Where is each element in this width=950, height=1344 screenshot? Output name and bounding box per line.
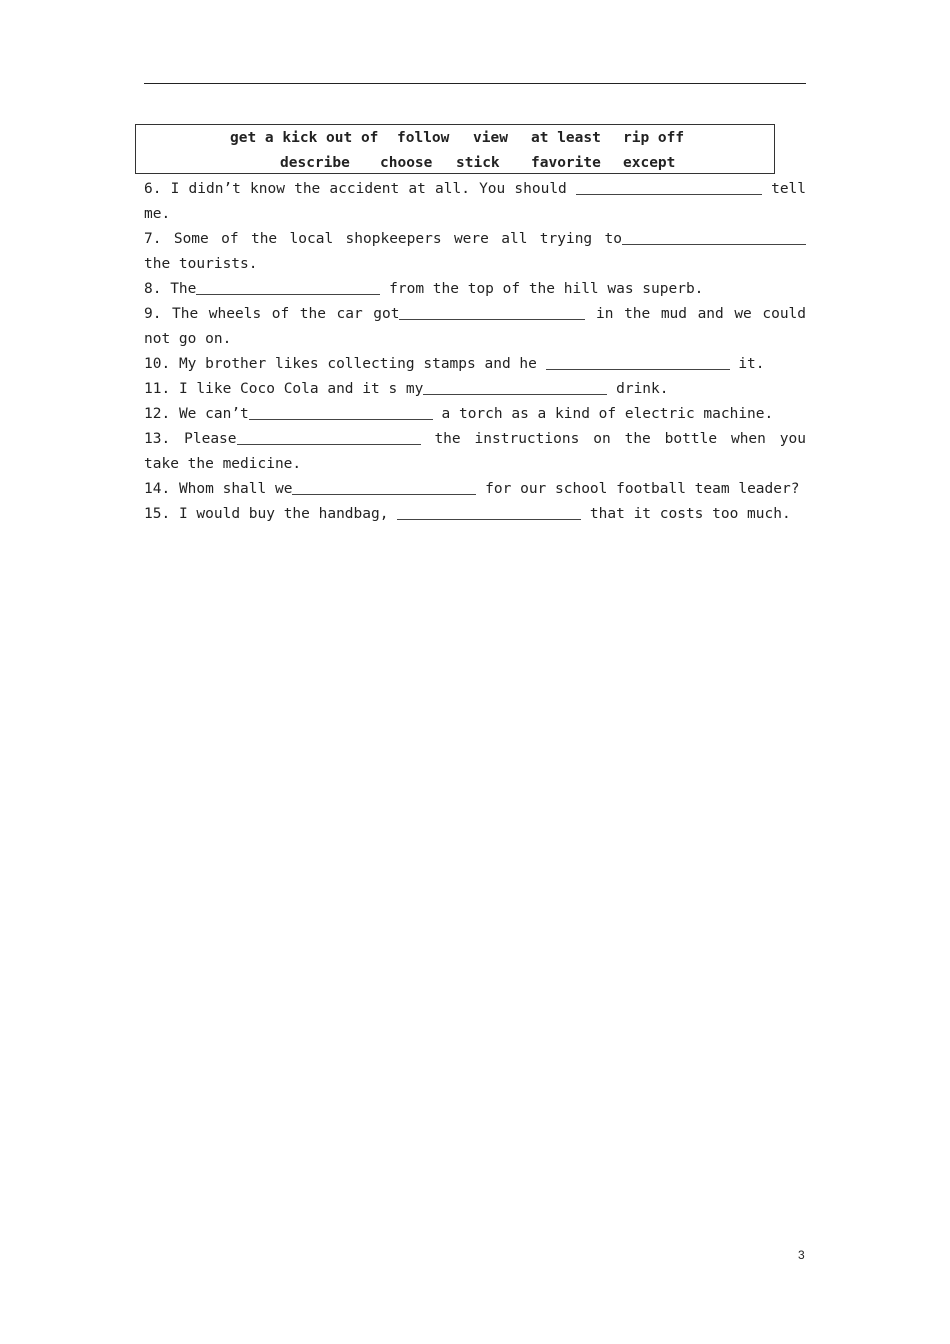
answer-blank[interactable] xyxy=(237,429,421,445)
item-text-before: I like Coco Cola and it s my xyxy=(178,381,424,397)
word-bank-item: at least xyxy=(531,130,601,146)
item-number: 7. xyxy=(144,231,162,247)
answer-blank[interactable] xyxy=(423,379,607,395)
answer-blank[interactable] xyxy=(397,504,581,520)
word-bank-row-1 xyxy=(136,128,774,152)
item-number: 9. xyxy=(144,306,162,322)
word-bank-item: view xyxy=(473,130,508,146)
word-bank-item: get a kick out of xyxy=(230,130,379,146)
item-text-before: My brother likes collecting stamps and he xyxy=(178,356,537,372)
item-text-after: the tourists. xyxy=(144,256,258,272)
exercise-item xyxy=(144,427,806,477)
exercise-item xyxy=(144,502,806,527)
exercise-item xyxy=(144,302,806,352)
item-text-after: that it costs too much. xyxy=(589,506,791,522)
answer-blank[interactable] xyxy=(546,354,730,370)
item-text-after: the instructions on the bottle when you take the medicine. xyxy=(144,431,806,472)
exercise-item xyxy=(144,277,806,302)
word-bank-row-2 xyxy=(136,153,774,177)
item-text-after: from the top of the hill was superb. xyxy=(389,281,704,297)
item-number: 10. xyxy=(144,356,171,372)
answer-blank[interactable] xyxy=(292,479,476,495)
item-text-after: a torch as a kind of electric machine. xyxy=(441,406,774,422)
item-text-after: tell me. xyxy=(144,181,807,222)
item-text-after: it. xyxy=(738,356,765,372)
answer-blank[interactable] xyxy=(622,229,806,245)
item-text-after: in the mud and we could not go on. xyxy=(144,306,807,347)
item-number: 6. xyxy=(144,181,162,197)
word-bank-item: follow xyxy=(397,130,450,146)
item-text-after: for our school football team leader? xyxy=(485,481,800,497)
item-number: 12. xyxy=(144,406,171,422)
item-text-before: We can’t xyxy=(178,406,249,422)
exercise-item xyxy=(144,477,806,502)
word-bank-item: choose xyxy=(380,155,433,171)
word-bank-box xyxy=(135,124,775,174)
exercise-item xyxy=(144,227,806,277)
item-text-before: Whom shall we xyxy=(178,481,293,497)
page-number: 3 xyxy=(798,1248,805,1262)
item-text-before: I didn’t know the accident at all. You should xyxy=(170,181,567,197)
item-number: 15. xyxy=(144,506,171,522)
exercise-list xyxy=(144,177,806,527)
exercise-item xyxy=(144,402,806,427)
answer-blank[interactable] xyxy=(249,404,433,420)
word-bank-item: describe xyxy=(280,155,350,171)
item-text-before: I would buy the handbag, xyxy=(178,506,389,522)
word-bank-item: stick xyxy=(456,155,500,171)
word-bank-item: except xyxy=(623,155,676,171)
answer-blank[interactable] xyxy=(576,179,762,195)
item-text-after: drink. xyxy=(616,381,669,397)
exercise-item xyxy=(144,377,806,402)
item-number: 11. xyxy=(144,381,171,397)
exercise-item xyxy=(144,177,806,227)
item-number: 8. xyxy=(144,281,162,297)
word-bank-item: rip off xyxy=(623,130,685,146)
item-number: 14. xyxy=(144,481,171,497)
item-number: 13. xyxy=(144,431,171,447)
header-rule xyxy=(144,83,806,84)
answer-blank[interactable] xyxy=(399,304,585,320)
item-text-before: The xyxy=(170,281,197,297)
item-text-before: Some of the local shopkeepers were all trying to xyxy=(173,231,622,247)
item-text-before: Please xyxy=(184,431,237,447)
word-bank-item: favorite xyxy=(531,155,601,171)
item-text-before: The wheels of the car got xyxy=(172,306,400,322)
exercise-item xyxy=(144,352,806,377)
answer-blank[interactable] xyxy=(196,279,380,295)
